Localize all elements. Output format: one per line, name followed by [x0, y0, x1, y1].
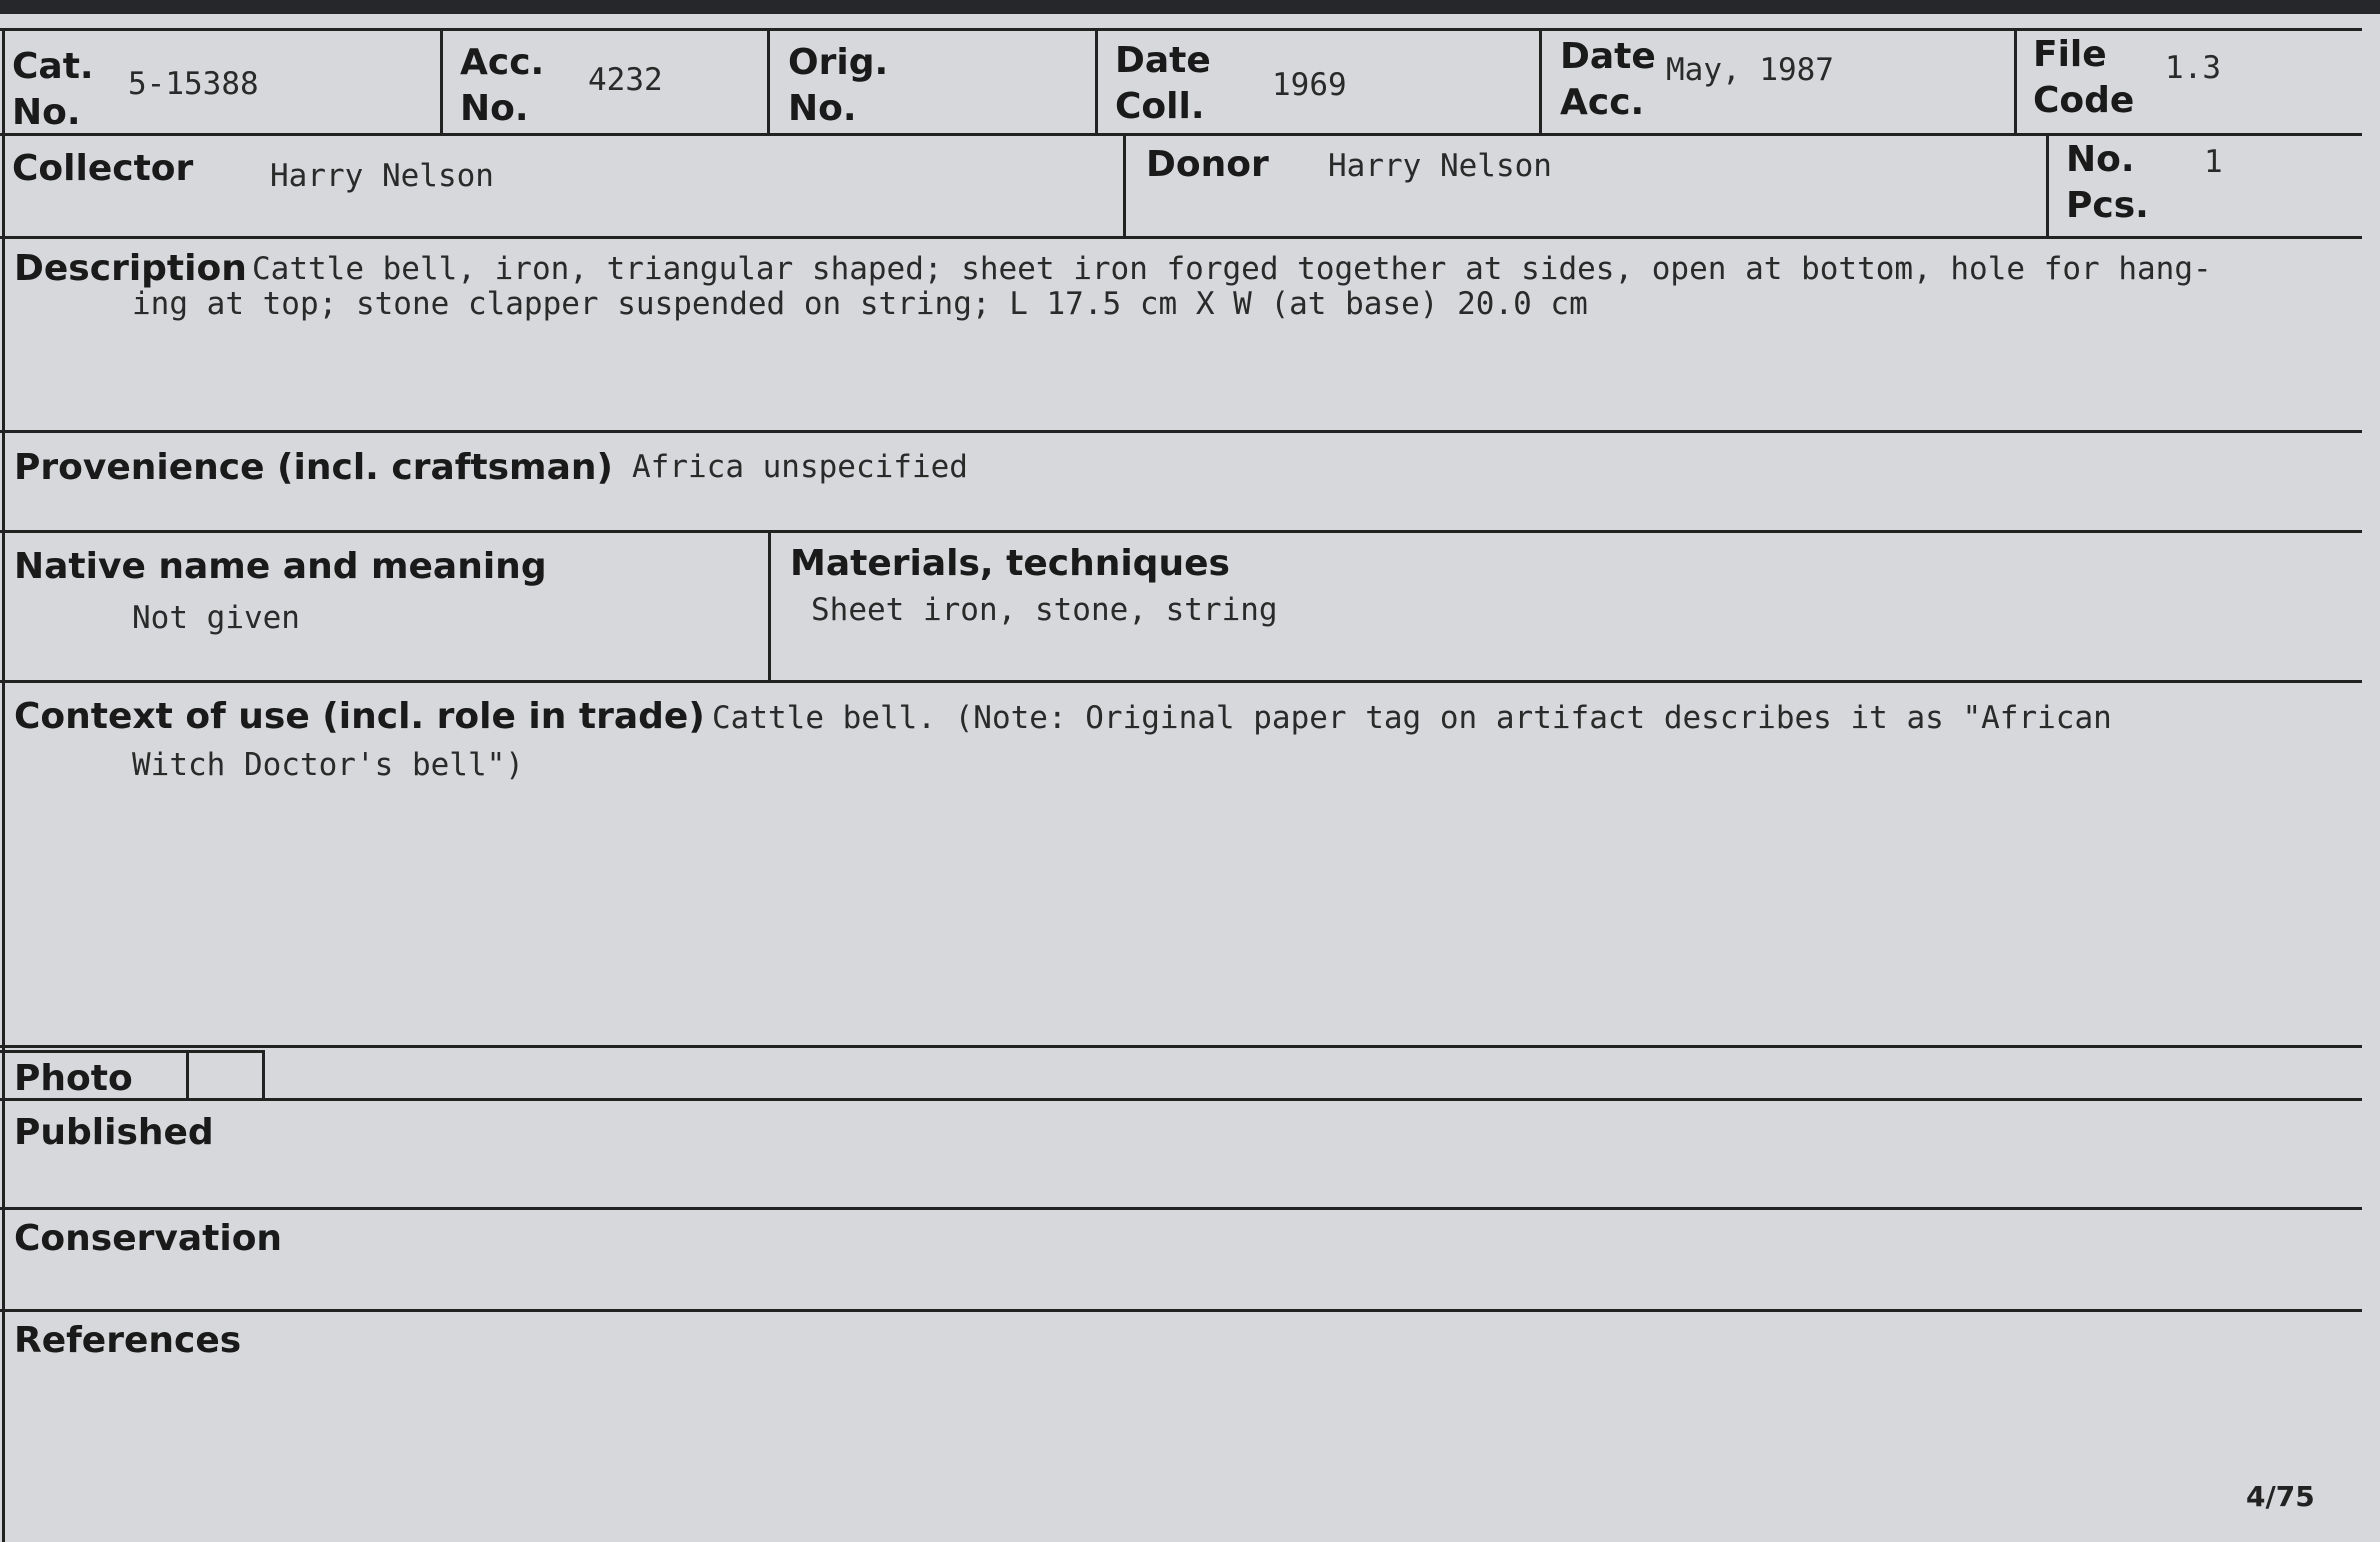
rule-header-div-1 — [440, 28, 443, 136]
no-pcs-label: No. Pcs. — [2066, 139, 2149, 226]
rule-row2-div-2 — [2046, 133, 2049, 239]
rule-native-div — [768, 530, 771, 683]
photo-label: Photo — [14, 1058, 133, 1099]
donor-value: Harry Nelson — [1328, 148, 1552, 184]
cat-no-label: Cat. No. — [12, 46, 94, 133]
description-label: Description — [14, 248, 247, 289]
date-acc-label: Date Acc. — [1560, 36, 1656, 123]
native-name-label: Native name and meaning — [14, 546, 547, 587]
provenience-value: Africa unspecified — [632, 449, 968, 485]
references-label: References — [14, 1320, 242, 1361]
materials-value: Sheet iron, stone, string — [811, 592, 1278, 628]
rule-native-bottom — [0, 680, 2362, 683]
rule-photo-top — [0, 1050, 264, 1053]
collector-label: Collector — [12, 148, 194, 189]
rule-published-bottom — [0, 1207, 2362, 1210]
no-pcs-value: 1 — [2204, 144, 2223, 180]
rule-provenience-bottom — [0, 530, 2362, 533]
rule-header-div-2 — [767, 28, 770, 136]
rule-description-bottom — [0, 430, 2362, 433]
native-name-value: Not given — [132, 600, 300, 636]
file-code-label: File Code — [2033, 34, 2135, 121]
rule-top — [0, 28, 2362, 31]
date-coll-label: Date Coll. — [1115, 40, 1211, 127]
rule-photo-div-1 — [186, 1050, 189, 1101]
rule-left-edge — [2, 28, 5, 1542]
context-line-1: Cattle bell. (Note: Original paper tag on artifact describes it as "African — [712, 700, 2112, 736]
date-coll-value: 1969 — [1272, 67, 1347, 103]
rule-collector-bottom — [0, 236, 2362, 239]
file-code-value: 1.3 — [2165, 50, 2221, 86]
context-label: Context of use (incl. role in trade) — [14, 696, 705, 737]
context-line-2: Witch Doctor's bell") — [132, 747, 524, 783]
date-acc-value: May, 1987 — [1666, 52, 1834, 88]
orig-no-label: Orig. No. — [788, 42, 889, 129]
rule-context-bottom — [0, 1045, 2362, 1048]
form-code: 4/75 — [2246, 1480, 2315, 1513]
conservation-label: Conservation — [14, 1218, 283, 1259]
rule-header-div-5 — [2014, 28, 2017, 136]
rule-header-div-3 — [1095, 28, 1098, 136]
published-label: Published — [14, 1112, 214, 1153]
rule-photo-bottom — [0, 1098, 2362, 1101]
rule-photo-div-2 — [262, 1050, 265, 1101]
card-top-edge — [0, 0, 2380, 14]
rule-conservation-bottom — [0, 1309, 2362, 1312]
description-line-2: ing at top; stone clapper suspended on string; L 17.5 cm X W (at base) 20.0 cm — [132, 286, 1588, 322]
collector-value: Harry Nelson — [270, 158, 494, 194]
rule-header-div-4 — [1539, 28, 1542, 136]
description-line-1: Cattle bell, iron, triangular shaped; sheet iron forged together at sides, open at bottom, hole for hang- — [252, 251, 2212, 287]
provenience-label: Provenience (incl. craftsman) — [14, 447, 613, 488]
rule-row2-div-1 — [1123, 133, 1126, 239]
rule-header-bottom — [0, 133, 2362, 136]
donor-label: Donor — [1146, 144, 1269, 185]
acc-no-label: Acc. No. — [460, 42, 545, 129]
acc-no-value: 4232 — [588, 62, 663, 98]
cat-no-value: 5-15388 — [128, 66, 259, 102]
materials-label: Materials, techniques — [790, 543, 1230, 584]
